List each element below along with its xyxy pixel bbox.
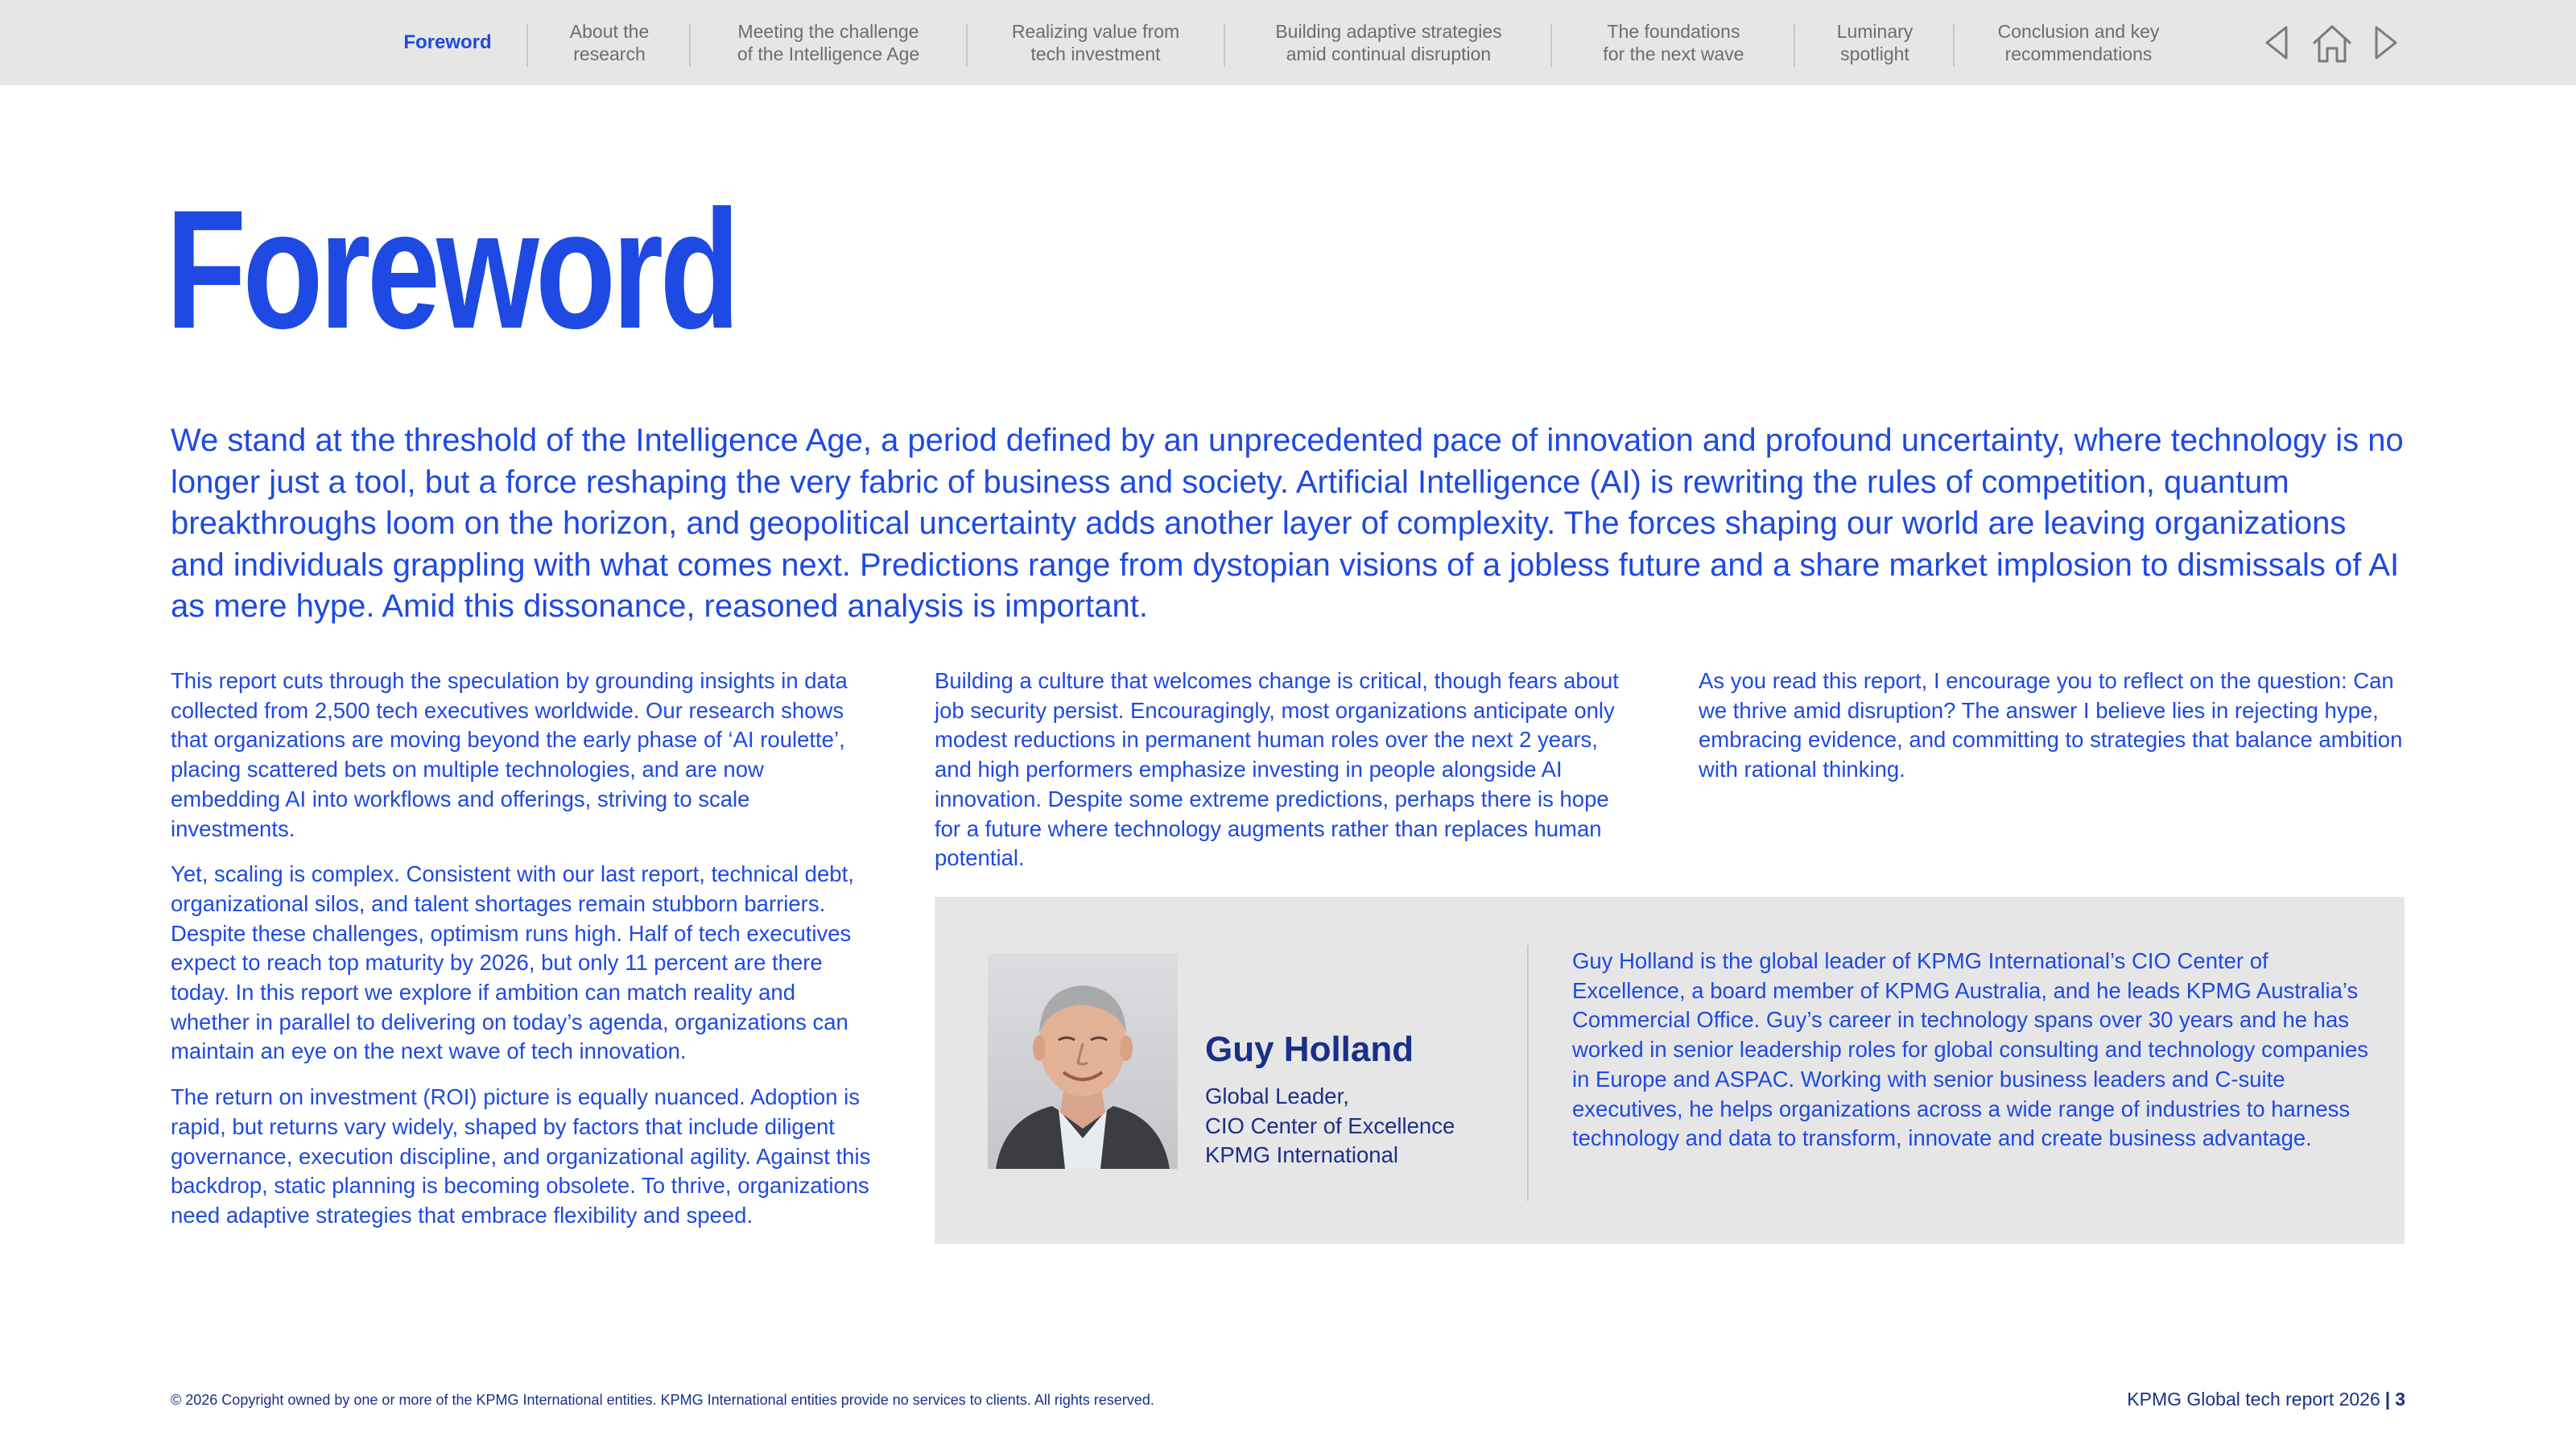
nav-separator <box>1224 23 1225 67</box>
author-bio-text: Guy Holland is the global leader of KPMG International’s CIO Center of Excellence, a board member of KPMG Australia, and he leads KPMG Australia’s Commercial Office. Guy’s career in technology spans over 30 years and he has worked in senior leadership roles for global consulting and technology companies in Europe and ASPAC. Working with senior business leaders and C-suite executives, he helps organizations across a wide range of industries to harness technology and data to transform, innovate and create business advantage. <box>1572 948 2369 1151</box>
body-paragraph: This report cuts through the speculation by grounding insights in data collected from 2,500 tech executives worldwide. Our research shows that organizations are moving beyond the early phase of ‘AI roulette’, placing scattered bets on multiple technologies, and are now embedding AI into workflows and offerings, striving to scale investments. <box>171 668 848 841</box>
nav-tab-realizing-value[interactable]: Realizing value from tech investment <box>1011 21 1180 64</box>
author-role-line: KPMG International <box>1205 1142 1398 1168</box>
body-paragraph: Building a culture that welcomes change is critical, though fears about job security persist. Encouragingly, most organizations anticipate only modest reductions in permanent human roles over the next 2 years, and high performers emphasize investing in people alongside AI innovation. Despite some extreme predictions, perhaps there is hope for a future where technology augments rather than replaces human potential. <box>935 668 1619 871</box>
footer-separator: | <box>2384 1389 2391 1410</box>
body-column-2 <box>935 667 1635 890</box>
next-page-icon[interactable] <box>2372 24 2401 61</box>
footer-report-title: KPMG Global tech report 2026 <box>2127 1389 2380 1410</box>
previous-page-icon[interactable] <box>2262 24 2291 61</box>
nav-tab-the-foundations[interactable]: The foundations for the next wave <box>1603 21 1744 64</box>
body-paragraph: The return on investment (ROI) picture is equally nuanced. Adoption is rapid, but returns vary widely, shaped by factors that include diligent governance, execution discipline, and organizational agility. Against this backdrop, static planning is becoming obsolete. To thrive, organizations need adaptive strategies that embrace flexibility and speed. <box>171 1084 871 1228</box>
author-name: Guy Holland <box>1205 1030 1414 1069</box>
body-paragraph: Yet, scaling is complex. Consistent with our last report, technical debt, organizational silos, and talent shortages remain stubborn barriers. Despite these challenges, optimism runs high. Half of tech executives expect to reach top maturity by 2026, but only 11 percent are there today. In this report we explore if ambition can match reality and whether in parallel to delivering on today’s agenda, organizations can maintain an eye on the next wave of tech innovation. <box>171 861 854 1064</box>
nav-tab-luminary-spotlight[interactable]: Luminary spotlight <box>1836 21 1913 64</box>
lead-paragraph: We stand at the threshold of the Intelligence Age, a period defined by an unprecedented pace of innovation and profound uncertainty, where technology is no longer just a tool, but a force reshaping the very fabric of business and society. Artificial Intelligence (AI) is rewriting the rules of competition, quantum breakthroughs loom on the horizon, and geopolitical uncertainty adds another layer of complexity. The forces shaping our world are leaving organizations and individuals grappling with what comes next. Predictions range from dystopian visions of a jobless future and a share market implosion to dismissals of AI as mere hype. Amid this dissonance, reasoned analysis is important. <box>171 423 2404 624</box>
nav-tab-building-adaptive-strategies[interactable]: Building adaptive strategies amid continual disruption <box>1275 21 1502 64</box>
author-bio-panel <box>935 897 2405 1244</box>
page-title: Foreword <box>166 175 737 364</box>
nav-separator <box>966 23 968 67</box>
home-icon[interactable] <box>2310 23 2354 64</box>
nav-separator <box>1953 23 1955 67</box>
top-navigation-bar <box>0 0 2576 85</box>
bio-divider <box>1527 945 1529 1201</box>
nav-separator <box>1794 23 1795 67</box>
body-column-3 <box>1699 667 2407 801</box>
nav-tab-about-the-research[interactable]: About the research <box>569 21 650 64</box>
page-number: 3 <box>2395 1389 2405 1410</box>
nav-separator <box>689 23 691 67</box>
nav-tab-conclusion[interactable]: Conclusion and key recommendations <box>1997 21 2160 64</box>
nav-separator <box>1550 23 1552 67</box>
body-column-1 <box>171 667 879 1247</box>
footer-report-info <box>2127 1388 2405 1410</box>
author-role-line: Global Leader, <box>1205 1084 1349 1108</box>
nav-tab-foreword[interactable]: Foreword <box>403 31 492 53</box>
author-role-line: CIO Center of Excellence <box>1205 1113 1455 1138</box>
nav-tab-meeting-the-challenge[interactable]: Meeting the challenge of the Intelligence Age <box>737 21 920 64</box>
author-portrait-photo <box>988 953 1178 1169</box>
author-role <box>1205 1082 1455 1170</box>
nav-separator <box>526 23 528 67</box>
footer-copyright: © 2026 Copyright owned by one or more of the KPMG International entities. KPMG International entities provide no services to clients. All rights reserved. <box>171 1392 1154 1408</box>
body-paragraph: As you read this report, I encourage you to reflect on the question: Can we thrive amid disruption? The answer I believe lies in rejecting hype, embracing evidence, and committing to strategies that balance ambition with rational thinking. <box>1699 668 2403 782</box>
